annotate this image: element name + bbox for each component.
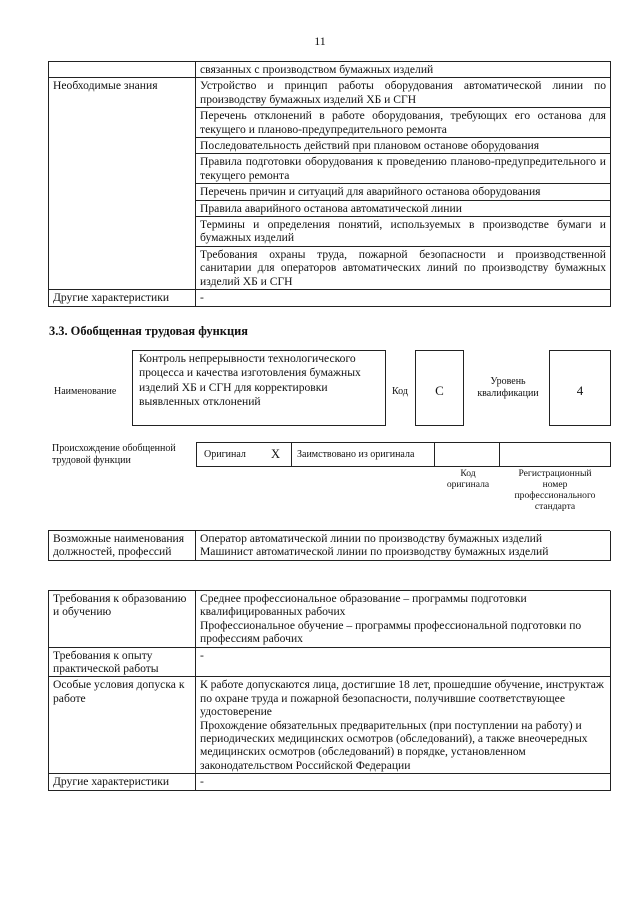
requirement-label: Особые условия допуска к работе <box>49 677 196 774</box>
requirement-value <box>196 591 611 648</box>
page-number: 11 <box>314 34 326 48</box>
requirement-value <box>196 677 611 774</box>
position-name: Оператор автоматической линии по производству бумажных изделий <box>200 532 543 545</box>
table-row <box>49 591 611 648</box>
code-origin-caption: Код оригинала <box>446 468 490 490</box>
table-row <box>49 290 611 306</box>
knowledge-item: Перечень причин и ситуаций для аварийного останова оборудования <box>196 184 611 200</box>
knowledge-item: Устройство и принцип работы оборудования автоматической линии по производству бумажных изделий ХБ и СГН <box>196 78 611 108</box>
code-value: C <box>415 350 464 426</box>
positions-label: Возможные наименования должностей, профессий <box>49 531 196 560</box>
table-row <box>49 677 611 774</box>
section-heading: 3.3. Обобщенная трудовая функция <box>49 324 248 338</box>
requirement-line: К работе допускаются лица, достигшие 18 лет, прошедшие обучение, инструктаж по охране труда и пожарной безопасности, получившие соответствующее удостоверение <box>200 678 604 719</box>
table-row <box>49 774 611 790</box>
table-row <box>49 78 611 108</box>
table-row <box>49 531 611 560</box>
requirement-value: - <box>196 774 611 790</box>
knowledge-item: Термины и определения понятий, используемых в производстве бумаги и бумажных изделий <box>196 217 611 247</box>
origin-label: Происхождение обобщенной трудовой функции <box>52 443 176 466</box>
original-label: Оригинал <box>204 449 246 460</box>
requirement-line: Среднее профессиональное образование – программы подготовки квалифицированных рабочих <box>200 592 527 619</box>
table-row <box>49 647 611 677</box>
name-label: Наименование <box>54 386 117 397</box>
knowledge-item: Правила подготовки оборудования к проведению планово-предупредительного и текущего ремонта <box>196 154 611 184</box>
code-label: Код <box>392 386 408 397</box>
knowledge-item: Требования охраны труда, пожарной безопасности и производственной санитарии для операторов автоматических линий по производству бумажных изделий ХБ и СГН <box>196 246 611 289</box>
knowledge-item: связанных с производством бумажных изделий <box>196 62 611 78</box>
divider <box>291 443 292 466</box>
borrowed-label: Заимствовано из оригинала <box>297 449 415 460</box>
row-label: Необходимые знания <box>49 78 196 290</box>
table-row <box>49 62 611 78</box>
requirements-table <box>48 590 611 791</box>
knowledge-table <box>48 61 611 307</box>
level-label: Уровень квалификации <box>477 376 539 399</box>
divider <box>499 443 500 466</box>
level-value: 4 <box>549 350 611 426</box>
requirement-line: Прохождение обязательных предварительных (при поступлении на работу) и периодических медицинских осмотров (обследований), а также внеочередных медицинских осмотров (обследований) в порядке, установленном законодательством Российской Федерации <box>200 718 588 772</box>
requirement-label: Требования к опыту практической работы <box>49 647 196 677</box>
knowledge-item: Перечень отклонений в работе оборудования, требующих его останова для текущего и планово-предупредительного ремонта <box>196 108 611 138</box>
requirement-line: Профессиональное обучение – программы профессиональной подготовки по профессиям рабочих <box>200 618 582 646</box>
origin-grid <box>196 442 611 467</box>
knowledge-item: Последовательность действий при плановом останове оборудования <box>196 138 611 154</box>
reg-number-caption: Регистрационный номер профессионального стандарта <box>514 468 596 512</box>
requirement-value: - <box>196 647 611 677</box>
row-label: Другие характеристики <box>49 290 196 306</box>
knowledge-item: Правила аварийного останова автоматической линии <box>196 200 611 216</box>
requirement-label: Другие характеристики <box>49 774 196 790</box>
position-name: Машинист автоматической линии по производству бумажных изделий <box>200 545 549 559</box>
knowledge-item: - <box>196 290 611 306</box>
row-label <box>49 62 196 78</box>
positions-table <box>48 531 611 561</box>
requirement-label: Требования к образованию и обучению <box>49 591 196 648</box>
function-name: Контроль непрерывности технологического процесса и качества изготовления бумажных изделий ХБ и СГН для корректировки выявленных отклонений <box>132 350 386 426</box>
positions-values <box>196 531 611 560</box>
divider <box>434 443 435 466</box>
original-mark: X <box>271 447 281 461</box>
